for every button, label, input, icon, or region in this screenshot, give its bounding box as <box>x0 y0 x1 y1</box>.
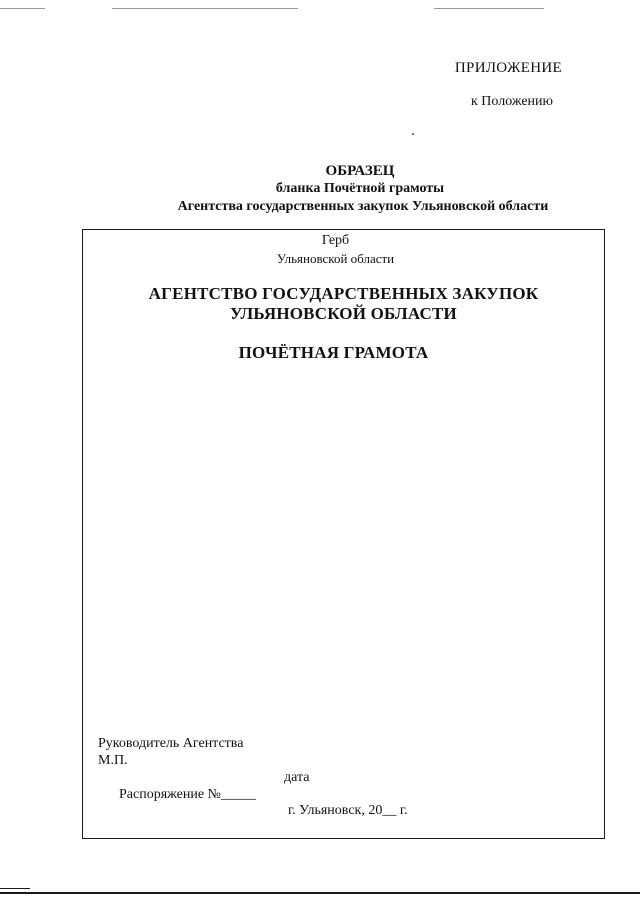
date-label: дата <box>284 770 310 785</box>
signature-block <box>98 735 310 837</box>
city-year-line: г. Ульяновск, 20__ г. <box>288 803 408 818</box>
scan-edge-top-right <box>434 8 544 9</box>
head-label: Руководитель Агентства <box>98 736 244 751</box>
seal-label: М.П. <box>98 753 128 768</box>
diploma-title: ПОЧЁТНАЯ ГРАМОТА <box>238 343 429 362</box>
scan-edge-bottom <box>0 892 640 894</box>
appendix-subtitle: к Положению <box>470 94 553 109</box>
scan-speck <box>412 133 414 135</box>
order-line <box>98 769 310 837</box>
order-label: Распоряжение №_____ <box>119 787 256 802</box>
sample-heading-line2: бланка Почётной грамоты <box>275 181 445 196</box>
scan-edge-bottom-tick <box>0 888 30 889</box>
coat-of-arms-label: Герб <box>321 233 350 248</box>
diploma-form-frame <box>82 229 605 839</box>
agency-name-line1: АГЕНТСТВО ГОСУДАРСТВЕННЫХ ЗАКУПОК <box>148 284 539 303</box>
sample-heading-line1: ОБРАЗЕЦ <box>325 163 395 179</box>
sample-heading-line3: Агентства государственных закупок Ульяновской области <box>177 199 549 214</box>
agency-name-line2: УЛЬЯНОВСКОЙ ОБЛАСТИ <box>230 304 457 323</box>
scan-edge-top-left <box>0 8 45 9</box>
scan-edge-top-middle <box>112 8 298 9</box>
coat-of-arms-region: Ульяновской области <box>276 251 395 266</box>
sample-heading <box>0 162 640 216</box>
appendix-title: ПРИЛОЖЕНИЕ <box>454 60 562 76</box>
